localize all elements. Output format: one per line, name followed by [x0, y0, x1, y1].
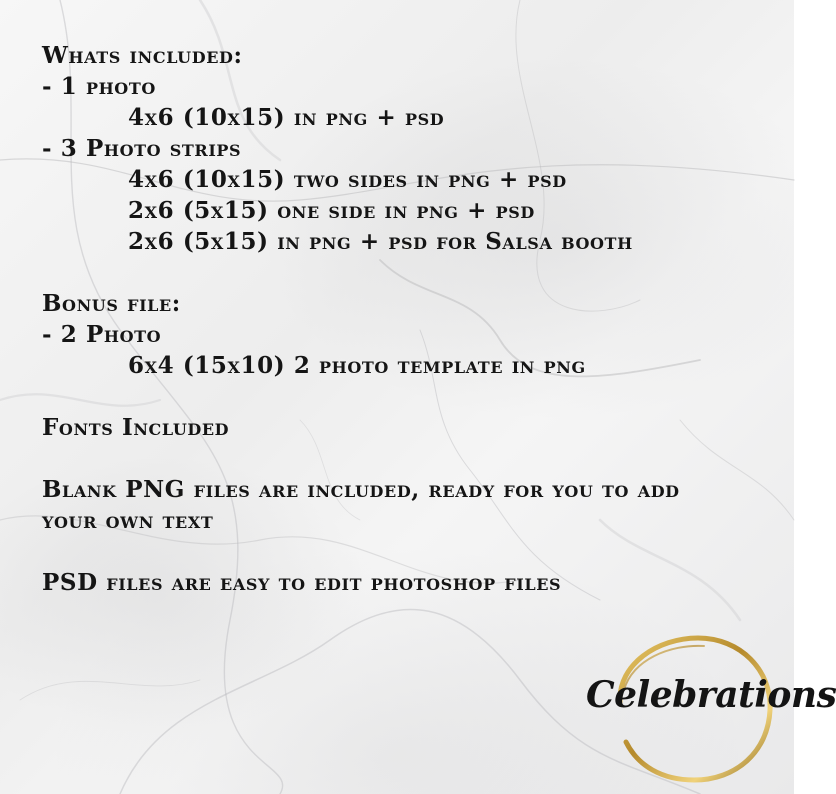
whats-included-heading: Whats included:	[42, 42, 243, 69]
spacer	[42, 257, 762, 288]
bonus-heading: Bonus file:	[42, 290, 181, 317]
spacer	[42, 381, 762, 412]
fonts-included-line: Fonts Included	[42, 414, 230, 441]
item-photo-detail: 4x6 (10x15) in png + psd	[128, 104, 445, 131]
blank-png-line: Blank PNG files are included, ready for you to add your own text	[42, 476, 680, 534]
bonus-item: - 2 Photo	[42, 321, 162, 348]
spacer	[42, 443, 762, 474]
strip-detail: 4x6 (10x15) two sides in png + psd	[128, 166, 567, 193]
spacer	[42, 536, 762, 567]
strip-detail: 2x6 (5x15) one side in png + psd	[128, 197, 535, 224]
product-description	[42, 40, 762, 598]
psd-files-line: PSD files are easy to edit photoshop files	[42, 569, 562, 596]
strip-detail: 2x6 (5x15) in png + psd for Salsa booth	[128, 228, 633, 255]
bonus-detail: 6x4 (15x10) 2 photo template in png	[128, 352, 586, 379]
item-photo: - 1 photo	[42, 73, 156, 100]
item-photo-strips: - 3 Photo strips	[42, 135, 242, 162]
celebrations-logo: Celebrations	[586, 674, 836, 716]
